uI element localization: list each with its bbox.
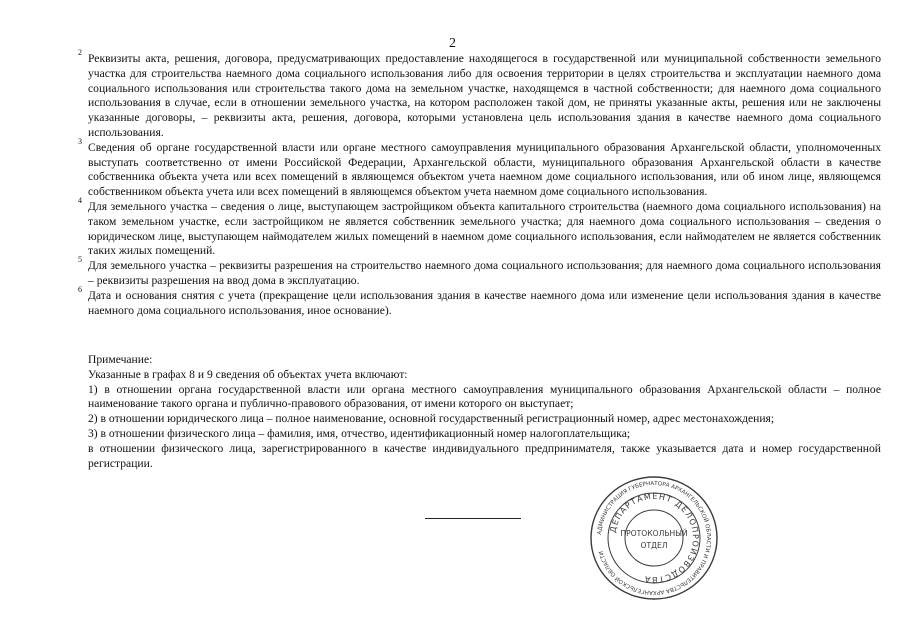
signature-line [425, 518, 521, 519]
footnote-marker: 2 [78, 48, 82, 57]
footnote-text: Сведения об органе государственной власти или органе местного самоуправления муниципального образования Архангельской области, уполномоченных выступать соответственно от имени Российской Федерации, Архангельской области, муниципального образования Архангельской области в качестве собственника объекта учета или всех помещений в являющемся объектом учета наемном доме социального использования, или об ином лице, являющемся собственником объекта учета или всех помещений в являющемся объектом учета наемном доме социального использования. [88, 140, 881, 199]
footnote [78, 136, 881, 200]
footnote-text: Реквизиты акта, решения, договора, предусматривающих предоставление находящегося в государственной или муниципальной собственности земельного участка для строительства наемного дома социального использования либо для освоения территории в целях строительства и эксплуатации наемного дома социального использования или строительства такого дома на земельном участке, находящемся в частной собственности; для наемного дома социального использования в случае, если в отношении земельного участка, на котором расположен такой дом, не приняты указанные акты, решения или не заключены указанные договоры, – реквизиты акта, решения, договора, которыми установлена цель использования здания в качестве наемного дома социального использования. [88, 52, 881, 139]
seal-center-line2: ОТДЕЛ [640, 541, 668, 550]
note-section [88, 353, 881, 471]
note-heading: Примечание: [88, 353, 153, 366]
footnote-marker: 5 [78, 255, 82, 265]
note-item: в отношении физического лица, зарегистрированного в качестве индивидуального предпринимателя, также указывается дата и номер государственной регистрации. [88, 441, 881, 470]
note-intro: Указанные в графах 8 и 9 сведения об объектах учета включают: [88, 367, 408, 381]
footnote [78, 284, 881, 319]
page-number: 2 [449, 36, 456, 51]
footnote-marker: 6 [78, 284, 82, 294]
footnotes [78, 48, 881, 318]
note-item: 3) в отношении физического лица – фамилия, имя, отчество, идентификационный номер налогоплательщика; [88, 426, 631, 440]
note-item: 1) в отношении органа государственной власти или органа местного самоуправления муниципального образования Архангельской области – полное наименование такого органа и публично-правового образования, от имени которого он выступает; [88, 382, 881, 411]
seal-center-line1: ПРОТОКОЛЬНЫЙ [620, 529, 688, 538]
note-item: 2) в отношении юридического лица – полное наименование, основной государственный регистрационный номер, адрес местонахождения; [88, 412, 775, 426]
footnote-text: Для земельного участка – сведения о лице, выступающем застройщиком объекта капитального строительства (наемного дома социального использования) на таком земельном участке, если застройщиком не является собственник земельного участка; для наемного дома социального использования – сведения о юридическом лице, выступающем наймодателем жилых помещений в наемном доме социального использования, если наймодателем не является собственник таких жилых помещений. [88, 199, 881, 258]
footnote-text: Для земельного участка – реквизиты разрешения на строительство наемного дома социального использования; для наемного дома социального использования – реквизиты разрешения на ввод дома в эксплуатацию. [88, 259, 881, 287]
footnote [78, 255, 881, 289]
footnote-marker: 4 [78, 195, 82, 205]
footnote [78, 48, 881, 141]
seal-inner-ring [625, 510, 683, 566]
footnote-text: Дата и основания снятия с учета (прекращение цели использования здания в качестве наемного дома или изменение цели использования здания в качестве наемного дома социального использования, иное основание). [88, 288, 881, 317]
seal-outer-text: АДМИНИСТРАЦИЯ ГУБЕРНАТОРА АРХАНГЕЛЬСКОЙ ОБЛАСТИ И ПРАВИТЕЛЬСТВА АРХАНГЕЛЬСКОЙ ОБЛАСТИ [597, 480, 712, 596]
footnote-marker: 3 [78, 136, 82, 146]
official-seal [589, 474, 719, 600]
seal-inner-text: ДЕПАРТАМЕНТ ДЕЛОПРОИЗВОДСТВА [608, 491, 701, 585]
footnote [78, 195, 881, 259]
